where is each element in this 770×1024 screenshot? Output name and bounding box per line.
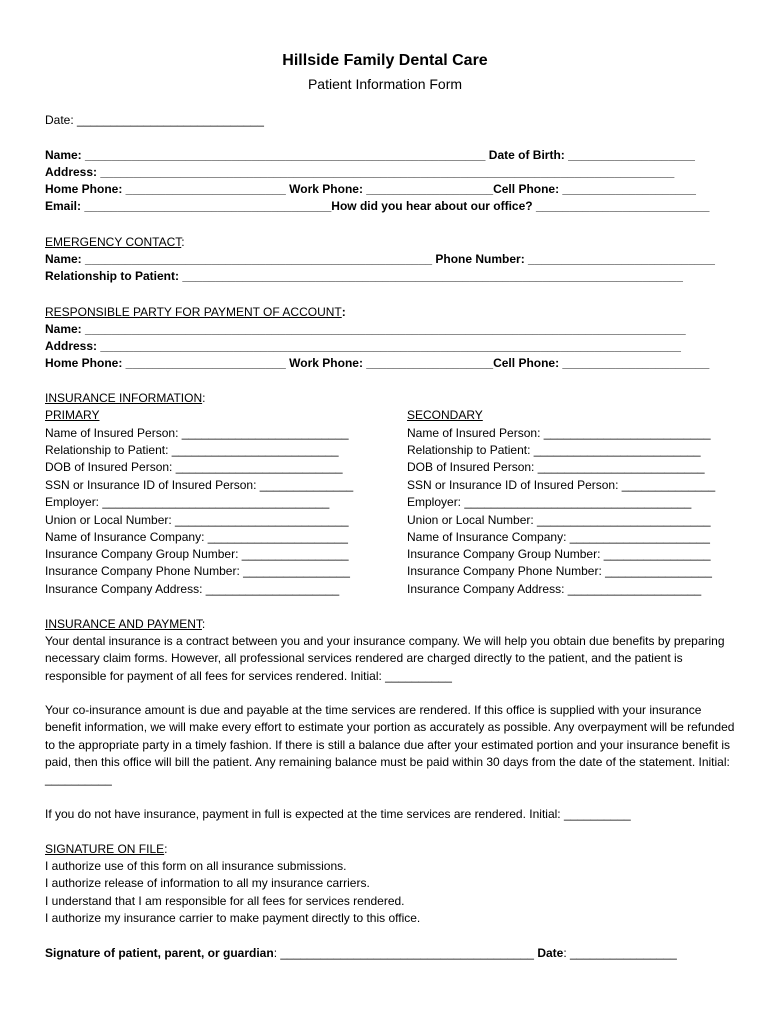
emergency-name-phone-field[interactable]: Name: ____________________________________________________ Phone Number: ____________________________ (45, 252, 715, 266)
signature-line[interactable]: Signature of patient, parent, or guardian: ______________________________________ Date: ________________ (45, 946, 677, 960)
primary-field[interactable]: DOB of Insured Person: _________________________ (45, 460, 343, 474)
primary-field[interactable]: Insurance Company Address: ____________________ (45, 582, 340, 596)
secondary-field[interactable]: Union or Local Number: __________________________ (407, 513, 711, 527)
secondary-field[interactable]: DOB of Insured Person: _________________________ (407, 460, 705, 474)
primary-field[interactable]: Union or Local Number: __________________________ (45, 513, 349, 527)
secondary-field[interactable]: Insurance Company Address: ____________________ (407, 582, 702, 596)
emergency-relationship-field[interactable]: Relationship to Patient: ___________________________________________________________________________ (45, 269, 683, 283)
signature-date-label: Date (537, 946, 564, 960)
signature-on-file-heading: SIGNATURE ON FILE: (45, 842, 168, 856)
patient-email-referral-field[interactable]: Email: _____________________________________How did you hear about our office? __________________________ (45, 199, 710, 213)
signature-label: Signature of patient, parent, or guardian (45, 946, 274, 960)
secondary-field[interactable]: Name of Insured Person: _________________________ (407, 426, 711, 440)
no-insurance-paragraph: If you do not have insurance, payment in full is expected at the time services are rendered. Initial: __________ (45, 807, 631, 821)
responsible-name-field[interactable]: Name: __________________________________________________________________________________________ (45, 322, 686, 336)
responsible-phones-field[interactable]: Home Phone: ________________________ Work Phone: ___________________Cell Phone: ______________________ (45, 356, 710, 370)
insurance-info-heading: INSURANCE INFORMATION: (45, 391, 206, 405)
secondary-field[interactable]: SSN or Insurance ID of Insured Person: ______________ (407, 478, 716, 492)
secondary-field[interactable]: Insurance Company Phone Number: ________________ (407, 564, 712, 578)
primary-field[interactable]: Employer: __________________________________ (45, 495, 330, 509)
insurance-payment-heading: INSURANCE AND PAYMENT: (45, 617, 206, 631)
signature-date-blank[interactable]: ________________ (570, 946, 677, 960)
insurance-payment-paragraph: Your dental insurance is a contract between you and your insurance company. We will help you obtain due benefits by preparing necessary claim forms. However, all professional services rendered are charged directly to the patient, and the patient is responsible for payment of all fees for services rendered. Initial: __________ (45, 634, 725, 683)
primary-heading: PRIMARY (45, 408, 100, 422)
primary-field[interactable]: Name of Insured Person: _________________________ (45, 426, 349, 440)
co-insurance-paragraph: Your co-insurance amount is due and payable at the time services are rendered. If this office is supplied with your insurance benefit information, we will make every effort to estimate your portion as accurately as possible. Any overpayment will be refunded to the appropriate party in a timely fashion. If there is still a balance due after your estimated portion and your insurance benefit is paid, then this office will bill the patient. Any remaining balance must be paid within 30 days from the date of the statement. Initial: __________ (45, 703, 735, 787)
authorization-line: I authorize release of information to all my insurance carriers. (45, 876, 370, 890)
secondary-field[interactable]: Insurance Company Group Number: ________________ (407, 547, 711, 561)
secondary-field[interactable]: Employer: __________________________________ (407, 495, 692, 509)
responsible-address-field[interactable]: Address: _______________________________________________________________________________________ (45, 339, 681, 353)
primary-field[interactable]: Insurance Company Group Number: ________________ (45, 547, 349, 561)
primary-field[interactable]: Insurance Company Phone Number: ________________ (45, 564, 350, 578)
date-field[interactable]: Date: ____________________________ (45, 113, 264, 127)
emergency-heading: EMERGENCY CONTACT: (45, 235, 185, 249)
secondary-field[interactable]: Name of Insurance Company: _____________________ (407, 530, 710, 544)
patient-address-field[interactable]: Address: ______________________________________________________________________________________ (45, 165, 675, 179)
responsible-heading: RESPONSIBLE PARTY FOR PAYMENT OF ACCOUNT: (45, 305, 346, 319)
authorization-line: I understand that I am responsible for all fees for services rendered. (45, 894, 405, 908)
signature-blank[interactable]: ______________________________________ (280, 946, 534, 960)
authorization-line: I authorize use of this form on all insurance submissions. (45, 859, 347, 873)
secondary-field[interactable]: Relationship to Patient: _________________________ (407, 443, 701, 457)
primary-field[interactable]: Relationship to Patient: _________________________ (45, 443, 339, 457)
primary-field[interactable]: SSN or Insurance ID of Insured Person: ______________ (45, 478, 354, 492)
practice-title: Hillside Family Dental Care (282, 52, 488, 69)
form-subtitle: Patient Information Form (307, 76, 463, 92)
secondary-heading: SECONDARY (407, 408, 483, 422)
patient-name-dob-field[interactable]: Name: ____________________________________________________________ Date of Birth: ___________________ (45, 148, 695, 162)
authorization-line: I authorize my insurance carrier to make payment directly to this office. (45, 911, 421, 925)
patient-phones-field[interactable]: Home Phone: ________________________ Work Phone: ___________________Cell Phone: ____________________ (45, 182, 696, 196)
primary-field[interactable]: Name of Insurance Company: _____________________ (45, 530, 348, 544)
